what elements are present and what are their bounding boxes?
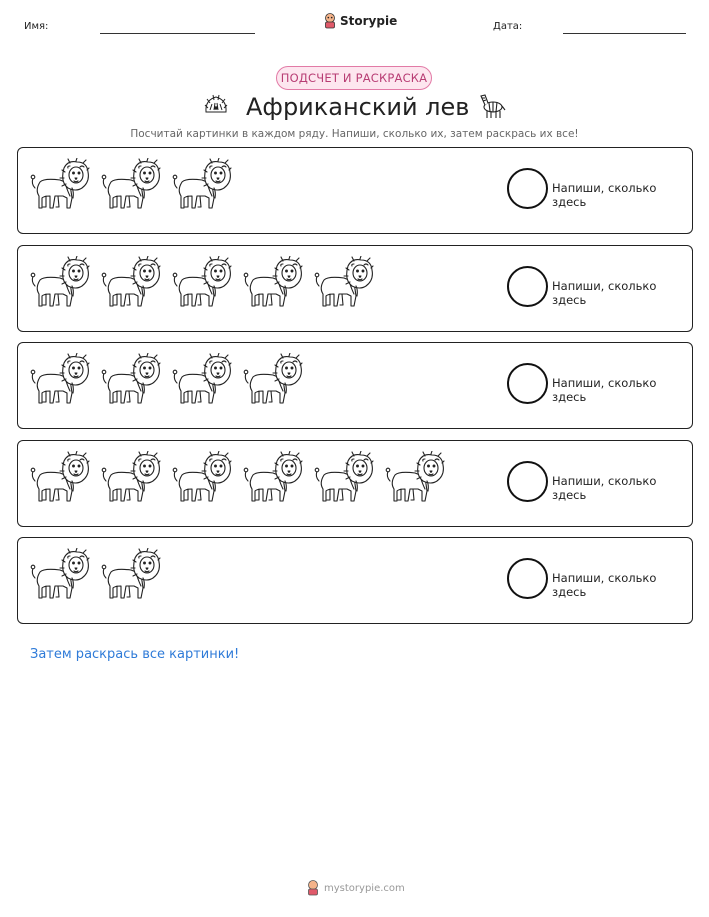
lion-icon xyxy=(30,548,90,604)
coloring-note: Затем раскрась все картинки! xyxy=(30,647,240,662)
name-field-line[interactable] xyxy=(100,33,255,34)
lion-icon xyxy=(101,158,161,214)
lion-icon xyxy=(172,158,232,214)
lion-icon xyxy=(101,548,161,604)
lion-icon xyxy=(30,158,90,214)
count-row xyxy=(17,147,693,234)
hedgehog-icon xyxy=(202,92,230,118)
lion-group xyxy=(30,353,303,409)
answer-circle[interactable] xyxy=(507,558,548,599)
site-url: mystorypie.com xyxy=(324,882,405,894)
lion-icon xyxy=(101,451,161,507)
answer-circle[interactable] xyxy=(507,461,548,502)
answer-prompt: Напиши, сколько здесь xyxy=(552,376,657,404)
zebra-icon xyxy=(477,90,507,120)
count-row xyxy=(17,537,693,624)
count-row xyxy=(17,440,693,527)
answer-prompt: Напиши, сколько здесь xyxy=(552,473,657,502)
lion-icon xyxy=(314,256,374,312)
storypie-logo-icon xyxy=(323,13,337,29)
brand-name: Storypie xyxy=(340,14,398,28)
lion-icon xyxy=(101,256,161,312)
storypie-footer-icon xyxy=(306,880,320,896)
lion-icon xyxy=(314,451,374,507)
answer-prompt: Напиши, сколько здесь xyxy=(552,181,657,209)
answer-prompt: Напиши, сколько здесь xyxy=(552,278,657,307)
answer-circle[interactable] xyxy=(507,363,548,404)
answer-circle[interactable] xyxy=(507,168,548,209)
lion-icon xyxy=(172,256,232,312)
lion-group xyxy=(30,451,445,507)
lion-icon xyxy=(243,451,303,507)
name-label: Имя: xyxy=(24,21,49,32)
lion-icon xyxy=(172,451,232,507)
lion-icon xyxy=(385,451,445,507)
instructions: Посчитай картинки в каждом ряду. Напиши, сколько их, затем раскрась их все! xyxy=(130,128,579,140)
lion-icon xyxy=(101,353,161,409)
lion-icon xyxy=(30,451,90,507)
lion-icon xyxy=(243,256,303,312)
counting-rows xyxy=(17,147,693,635)
count-row xyxy=(17,342,693,429)
lion-group xyxy=(30,158,232,214)
worksheet-type-badge: ПОДСЧЕТ И РАСКРАСКА xyxy=(276,66,432,90)
date-field-line[interactable] xyxy=(563,33,686,34)
answer-prompt: Напиши, сколько здесь xyxy=(552,571,657,599)
lion-icon xyxy=(243,353,303,409)
lion-icon xyxy=(30,256,90,312)
count-row xyxy=(17,245,693,332)
lion-group xyxy=(30,256,374,312)
lion-icon xyxy=(172,353,232,409)
lion-group xyxy=(30,548,161,604)
page-title: Африканский лев xyxy=(246,93,470,121)
answer-circle[interactable] xyxy=(507,266,548,307)
date-label: Дата: xyxy=(493,21,523,32)
brand-logo xyxy=(323,13,397,29)
site-footer xyxy=(306,880,405,896)
lion-icon xyxy=(30,353,90,409)
